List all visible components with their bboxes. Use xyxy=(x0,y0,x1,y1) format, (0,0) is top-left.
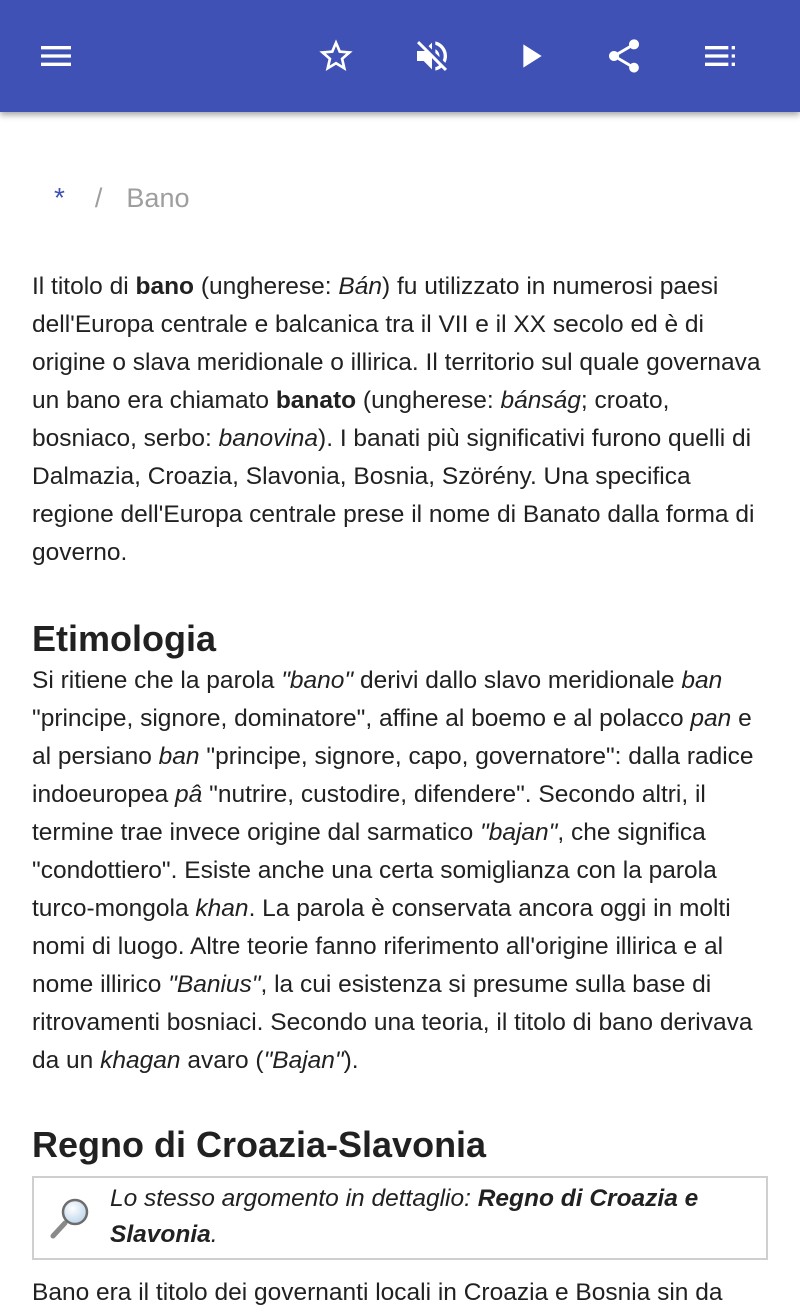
intro-italic-term: banovina xyxy=(218,425,319,452)
share-icon xyxy=(604,36,644,76)
breadcrumb-separator: / xyxy=(94,182,103,213)
mute-button[interactable] xyxy=(404,28,460,84)
volume-off-icon xyxy=(412,36,452,76)
breadcrumb-current: Bano xyxy=(126,182,190,213)
intro-text: ) fu utilizzato in numerosi paesi dell'Europa centrale e balcanica tra il VII e il XX secolo ed è di origine o slava meridionale o illirica. Il territorio sul quale governava un bano era chiamato xyxy=(32,273,761,414)
magnifier-icon xyxy=(48,1196,92,1240)
regno-paragraph: Bano era il titolo dei governanti locali in Croazia e Bosnia sin da xyxy=(32,1279,723,1306)
intro-italic-term: bánság xyxy=(500,387,581,414)
etimologia-text: derivi dallo slavo meridionale xyxy=(353,667,682,694)
intro-italic-term: Bán xyxy=(338,273,382,300)
etimologia-paragraph xyxy=(32,662,768,1080)
intro-text: (ungherese: xyxy=(356,387,501,414)
see-also-box xyxy=(32,1176,768,1260)
etimologia-text: avaro ( xyxy=(180,1047,264,1074)
etimologia-text: e al persiano xyxy=(32,705,752,770)
intro-bold-term: banato xyxy=(275,387,357,414)
etimologia-italic-term: "Banius" xyxy=(168,971,261,998)
menu-icon xyxy=(36,36,76,76)
app-toolbar xyxy=(0,0,800,112)
see-also-prefix: Lo stesso argomento in dettaglio: xyxy=(110,1185,478,1212)
intro-text: (ungherese: xyxy=(194,273,339,300)
etimologia-italic-term: "bano" xyxy=(281,667,354,694)
etimologia-text: Si ritiene che la parola xyxy=(32,667,282,694)
etimologia-italic-term: ban xyxy=(681,667,723,694)
article-content xyxy=(32,112,768,1312)
see-also-text xyxy=(110,1181,750,1253)
play-icon xyxy=(510,36,550,76)
intro-paragraph xyxy=(32,268,768,572)
favorite-button[interactable] xyxy=(308,28,364,84)
play-button[interactable] xyxy=(502,28,558,84)
etimologia-italic-term: khan xyxy=(195,895,249,922)
share-button[interactable] xyxy=(596,28,652,84)
intro-text: ). I banati più significativi furono quelli di Dalmazia, Croazia, Slavonia, Bosnia, Szörény. Una specifica regione dell'Europa centrale prese il nome di Banato dalla forma di governo. xyxy=(32,425,755,566)
etimologia-italic-term: "Bajan" xyxy=(263,1047,344,1074)
section-heading-etimologia: Etimologia xyxy=(32,618,217,659)
see-also-link[interactable]: Regno di Croazia e Slavonia xyxy=(110,1185,699,1248)
etimologia-text: "principe, signore, dominatore", affine al boemo e al polacco xyxy=(32,705,691,732)
etimologia-text: "nutrire, custodire, difendere". Secondo altri, il termine trae invece origine dal sarmatico xyxy=(32,781,706,846)
etimologia-italic-term: "bajan" xyxy=(480,819,558,846)
etimologia-italic-term: pan xyxy=(690,705,732,732)
section-heading-regno: Regno di Croazia-Slavonia xyxy=(32,1124,487,1165)
intro-text: Il titolo di xyxy=(32,273,136,300)
etimologia-italic-term: pâ xyxy=(175,781,203,808)
menu-button[interactable] xyxy=(28,28,84,84)
see-also-suffix: . xyxy=(210,1221,218,1248)
etimologia-text: ). xyxy=(343,1047,359,1074)
etimologia-italic-term: khagan xyxy=(100,1047,181,1074)
etimologia-text: . La parola è conservata ancora oggi in molti nomi di luogo. Altre teorie fanno riferimento all'origine illirica e al nome illirico xyxy=(32,895,731,998)
list-icon xyxy=(700,36,740,76)
intro-text: ; croato, bosniaco, serbo: xyxy=(32,387,670,452)
etimologia-text: , la cui esistenza si presume sulla base di ritrovamenti bosniaci. Secondo una teoria, il titolo di bano derivava da un xyxy=(32,971,753,1074)
etimologia-text: , che significa "condottiero". Esiste anche una certa somiglianza con la parola turco-mongola xyxy=(32,819,717,922)
star-outline-icon xyxy=(316,36,356,76)
etimologia-italic-term: ban xyxy=(158,743,200,770)
etimologia-text: "principe, signore, capo, governatore": dalla radice indoeuropea xyxy=(32,743,754,808)
intro-bold-term: bano xyxy=(135,273,195,300)
breadcrumb-home-link[interactable]: * xyxy=(54,182,65,213)
table-of-contents-button[interactable] xyxy=(692,28,748,84)
breadcrumb xyxy=(32,180,768,216)
